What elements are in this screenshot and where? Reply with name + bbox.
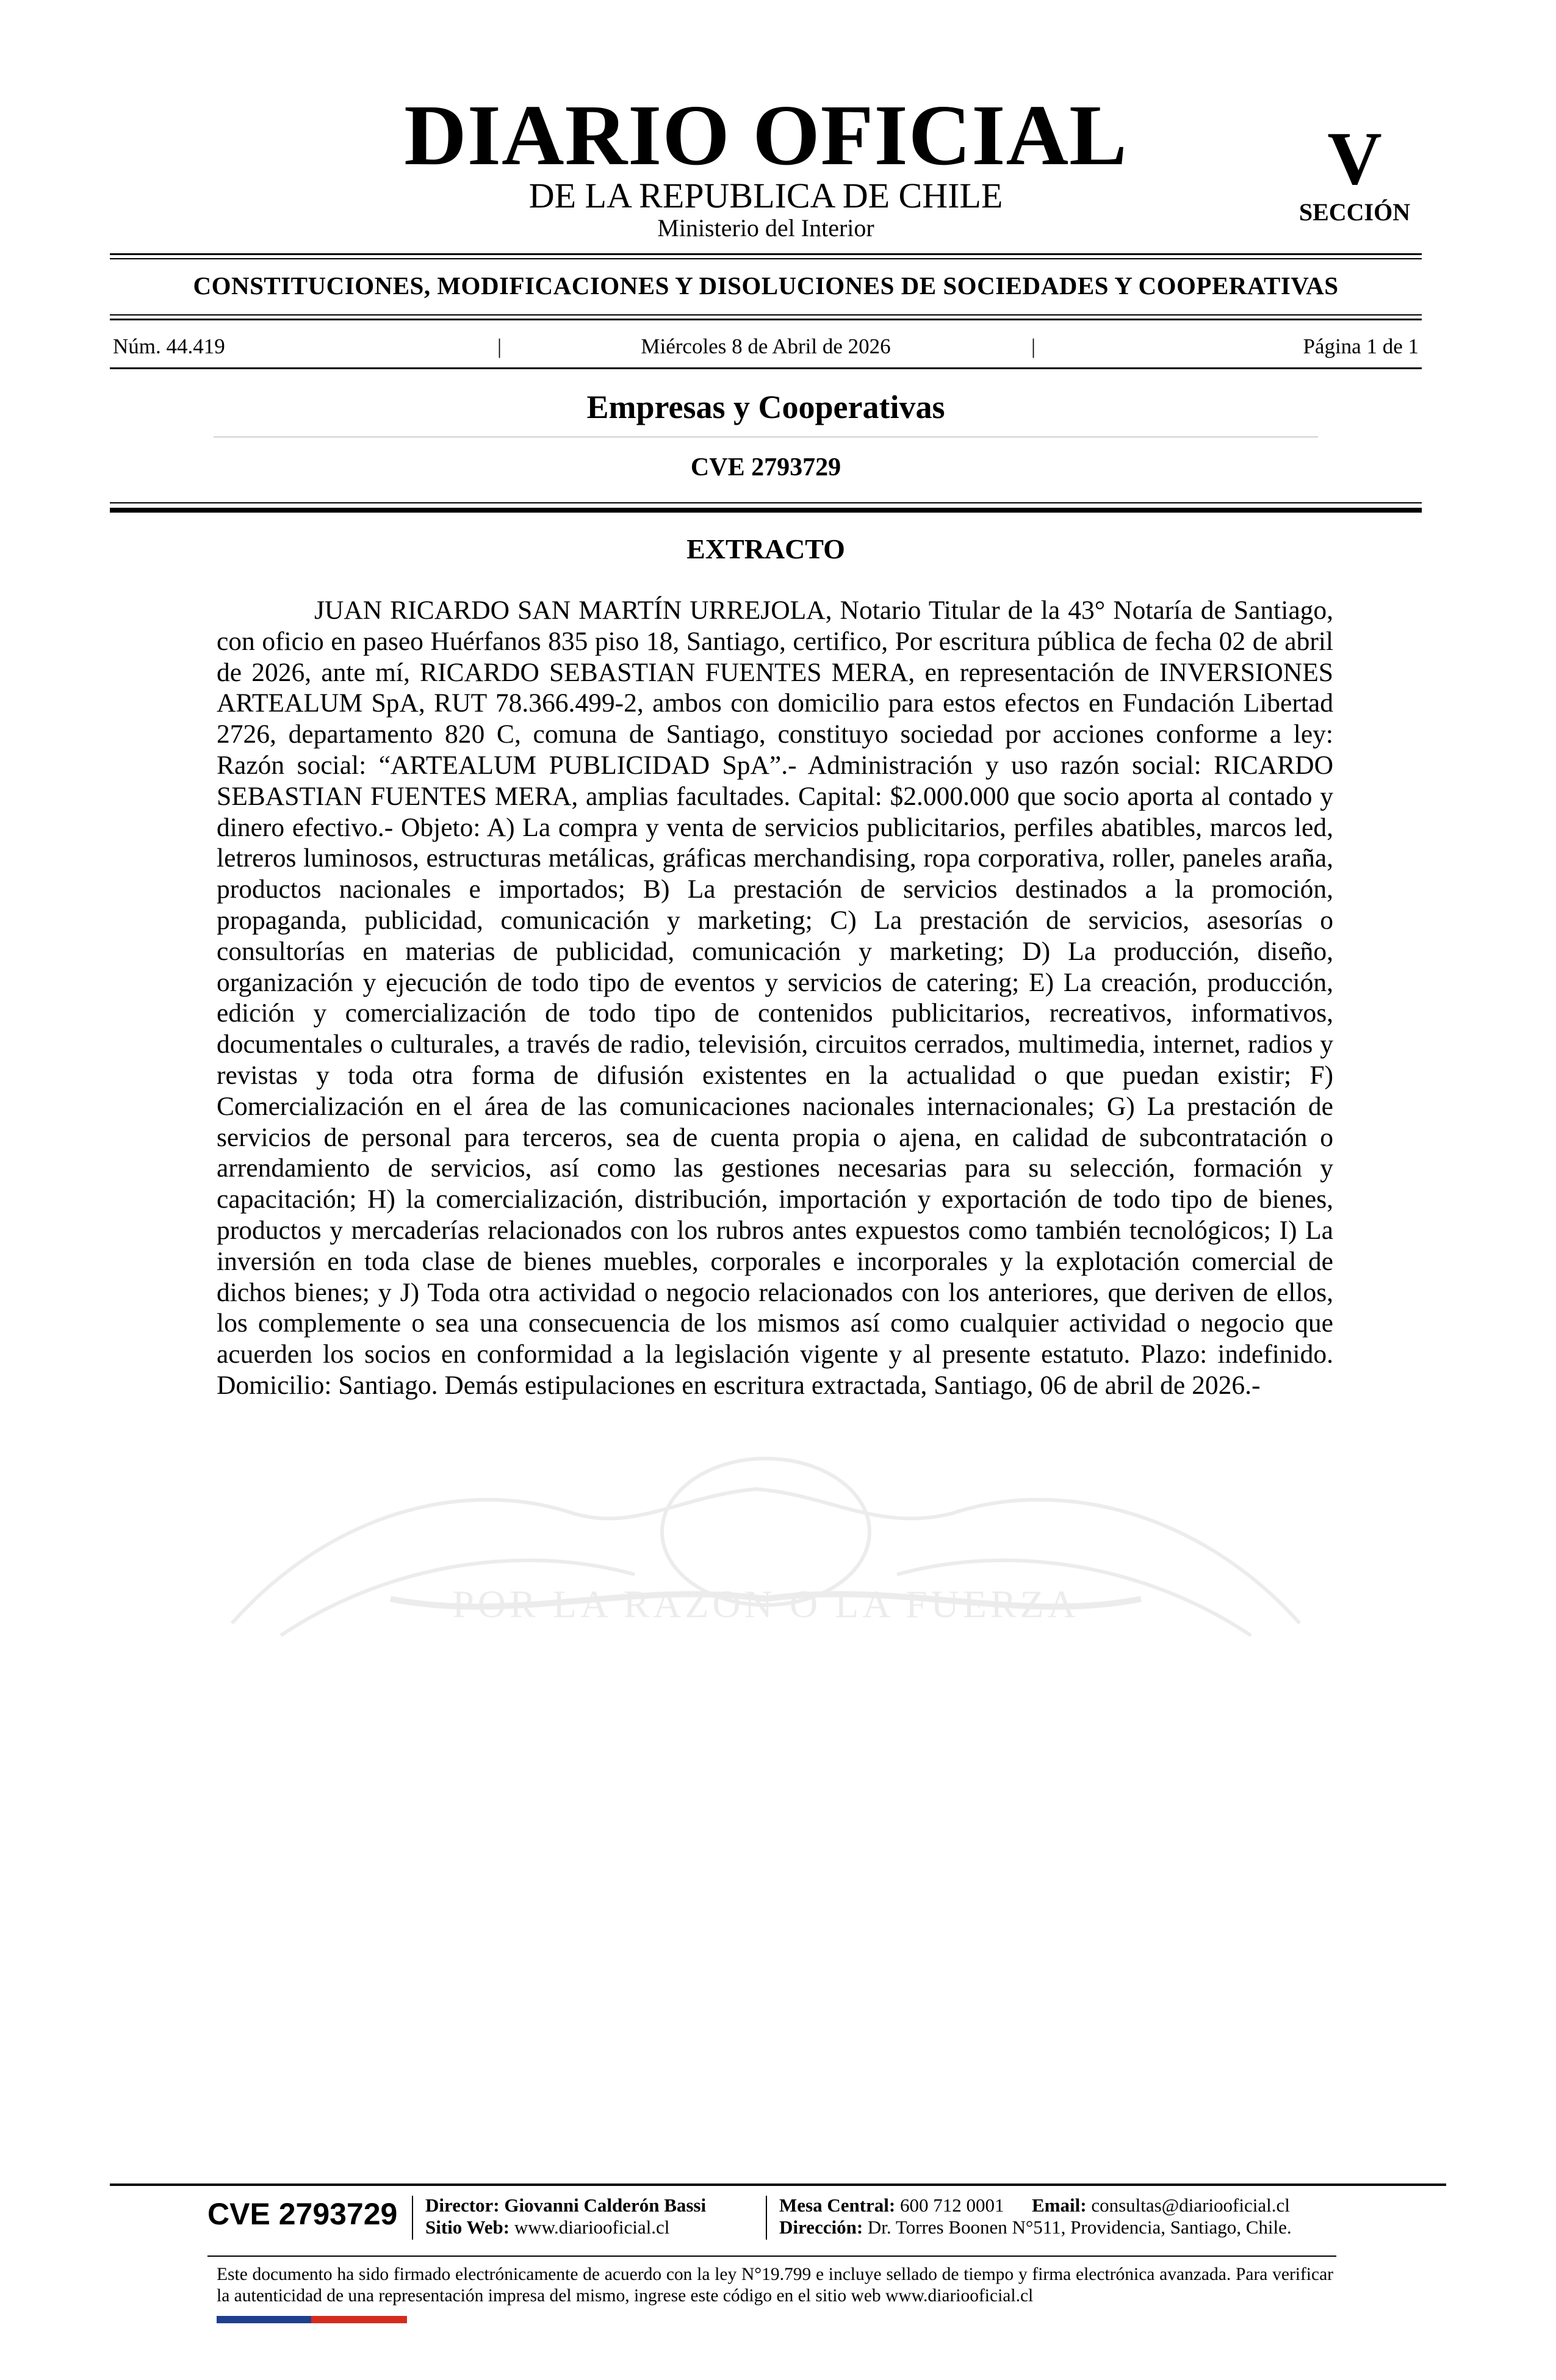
issue-info-row: [113, 334, 1419, 359]
section-letter: V: [1327, 117, 1382, 200]
footer-separator: [766, 2196, 767, 2240]
section-word: SECCIÓN: [1298, 198, 1411, 226]
director-name: Giovanni Calderón Bassi: [504, 2194, 707, 2216]
newspaper-subtitle: DE LA REPUBLICA DE CHILE: [528, 176, 1003, 215]
issue-rule-bottom: [110, 367, 1422, 369]
address-label: Dirección:: [779, 2216, 863, 2238]
footer-cve-code: CVE 2793729: [207, 2197, 398, 2231]
category-heading: CONSTITUCIONES, MODIFICACIONES Y DISOLUCIONES DE SOCIEDADES Y COOPERATIVAS: [193, 272, 1339, 300]
phone-number: 600 712 0001: [900, 2194, 1004, 2216]
header-rule-top-inner: [110, 258, 1422, 259]
issue-number: Núm. 44.419: [113, 334, 225, 358]
watermark-motto: POR LA RAZON O LA FUERZA: [452, 1582, 1079, 1626]
section-title-underline: [214, 436, 1318, 438]
website-link[interactable]: www.diariooficial.cl: [514, 2216, 670, 2238]
issue-separator: |: [497, 334, 502, 358]
flag-stripe-red: [311, 2316, 407, 2323]
issue-date: Miércoles 8 de Abril de 2026: [641, 334, 891, 358]
footer-inner-rule: [207, 2256, 1336, 2257]
website-label: Sitio Web:: [425, 2216, 510, 2238]
legal-notice: Este documento ha sido firmado electrónicamente de acuerdo con la ley N°19.799 e incluye sellado de tiempo y firma electrónica avanzada. Para verificar la autenticidad de una representación impresa del mismo, ingrese este código en el sitio web www.diariooficial.cl: [217, 2265, 1333, 2306]
category-rule-bottom-inner: [110, 319, 1422, 320]
header-rule-top: [110, 253, 1422, 255]
section-title: Empresas y Cooperativas: [586, 389, 945, 425]
director-label: Director:: [425, 2194, 500, 2216]
email-link[interactable]: consultas@diariooficial.cl: [1091, 2194, 1290, 2216]
content-rule-top: [110, 502, 1422, 503]
issue-separator: |: [1031, 334, 1036, 358]
footer-contact-block: [779, 2194, 1292, 2238]
flag-stripe-blue: [217, 2316, 311, 2323]
newspaper-title: DIARIO OFICIAL: [404, 87, 1128, 183]
issue-page-count: Página 1 de 1: [1303, 334, 1419, 358]
email-label: Email:: [1032, 2194, 1087, 2216]
document-title: EXTRACTO: [686, 533, 845, 564]
coat-of-arms-watermark: [207, 1440, 1324, 1660]
category-rule-bottom: [110, 314, 1422, 316]
cve-code: CVE 2793729: [690, 453, 841, 481]
content-rule-thick: [110, 508, 1422, 513]
ministry-label: Ministerio del Interior: [657, 214, 874, 242]
phone-label: Mesa Central:: [779, 2194, 896, 2216]
footer-director-block: [425, 2194, 706, 2238]
footer-separator: [412, 2196, 413, 2240]
footer-rule: [110, 2183, 1446, 2186]
address-value: Dr. Torres Boonen N°511, Providencia, Santiago, Chile.: [867, 2216, 1292, 2238]
document-body: JUAN RICARDO SAN MARTÍN URREJOLA, Notario Titular de la 43° Notaría de Santiago, con oficio en paseo Huérfanos 835 piso 18, Santiago, certifico, Por escritura pública de fecha 02 de abril de 2026, ante mí, RICARDO SEBASTIAN FUENTES MERA, en representación de INVERSIONES ARTEALUM SpA, RUT 78.366.499-2, ambos con domicilio para estos efectos en Fundación Libertad 2726, departamento 820 C, comuna de Santiago, constituyo sociedad por acciones conforme a ley: Razón social: “ARTEALUM PUBLICIDAD SpA”.- Administración y uso razón social: RICARDO SEBASTIAN FUENTES MERA, amplias facultades. Capital: $2.000.000 que socio aporta al contado y dinero efectivo.- Objeto: A) La compra y venta de servicios publicitarios, perfiles abatibles, marcos led, letreros luminosos, estructuras metálicas, gráficas merchandising, ropa corporativa, roller, paneles araña, productos nacionales e importados; B) La prestación de servicios destinados a la promoción, propaganda, publicidad, comunicación y marketing; C) La prestación de servicios, asesorías o consultorías en materias de publicidad, comunicación y marketing; D) La producción, diseño, organización y ejecución de todo tipo de eventos y servicios de catering; E) La creación, producción, edición y comercialización de todo tipo de contenidos publicitarios, recreativos, informativos, documentales o culturales, a través de radio, televisión, circuitos cerrados, multimedia, internet, radios y revistas y toda otra forma de difusión existentes en la actualidad o que puedan existir; F) Comercialización en el área de las comunicaciones nacionales internacionales; G) La prestación de servicios de personal para terceros, sea de cuenta propia o ajena, en calidad de subcontratación o arrendamiento de servicios, así como las gestiones necesarias para su selección, formación y capacitación; H) la comercialización, distribución, importación y exportación de todo tipo de bienes, productos y mercaderías relacionados con los rubros antes expuestos como también tecnológicos; I) La inversión en toda clase de bienes muebles, corporales e incorporales y la explotación comercial de dichos bienes; y J) Toda otra actividad o negocio relacionados con los anteriores, que deriven de ellos, los complemente o sea una consecuencia de los mismos así como cualquier actividad o negocio que acuerden los socios en conformidad a la legislación vigente y al presente estatuto. Plazo: indefinido. Domicilio: Santiago. Demás estipulaciones en escritura extractada, Santiago, 06 de abril de 2026.-: [217, 596, 1333, 1400]
